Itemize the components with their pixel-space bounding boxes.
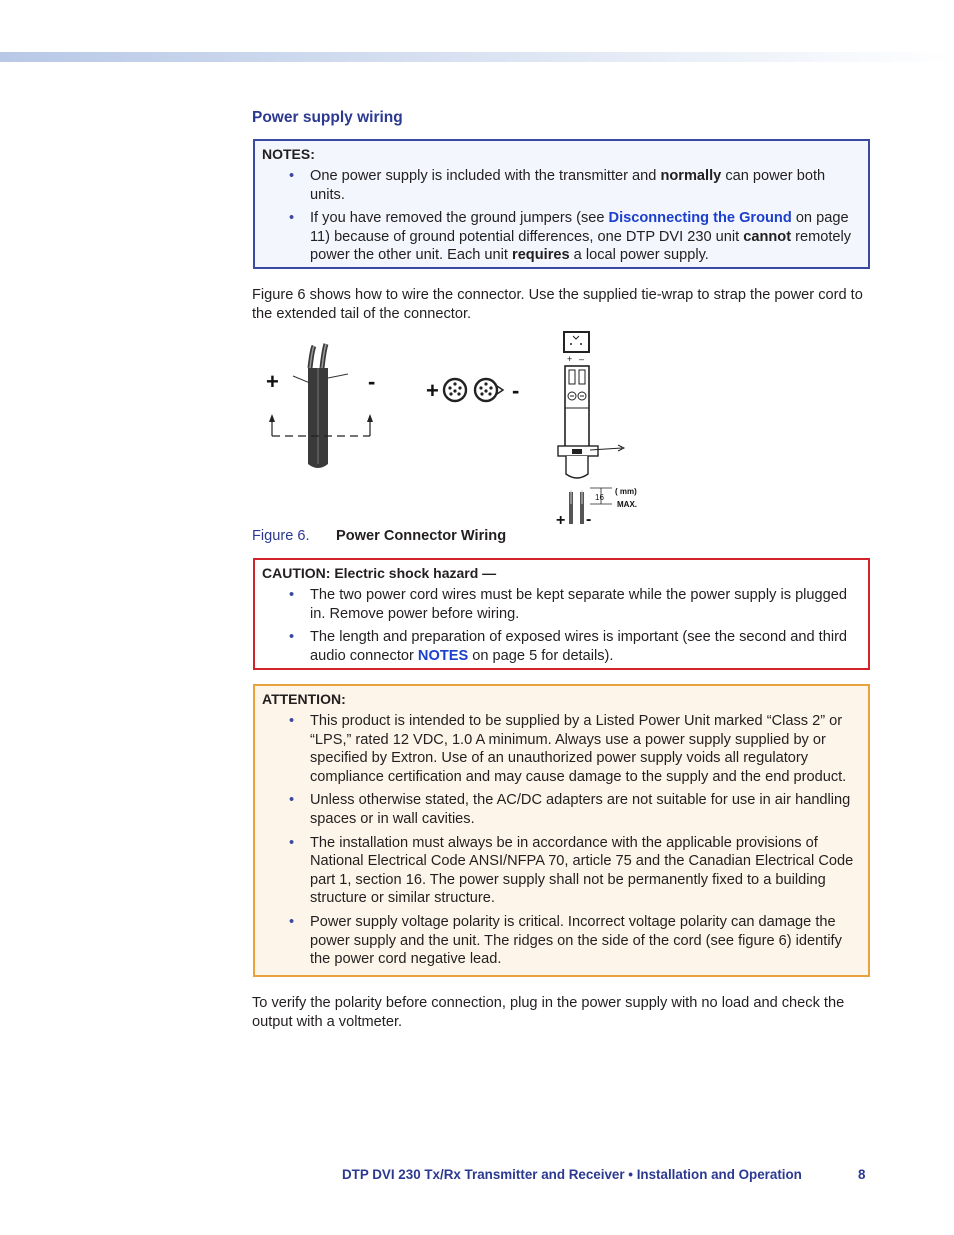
attention-heading: ATTENTION: <box>262 691 346 707</box>
attention-item <box>262 913 860 969</box>
connector-plus-label: + <box>567 354 573 364</box>
section-title: Power supply wiring <box>252 109 403 126</box>
mm-label: ( mm) <box>615 487 637 496</box>
page-number: 8 <box>858 1167 866 1182</box>
text: Power supply voltage polarity is critical. Incorrect voltage polarity can damage the power supply and the unit. The ridges on the side of the cord (see figure 6) identify the power cord negative lead. <box>310 913 842 968</box>
header-gradient-bar <box>0 52 954 62</box>
text: The two power cord wires must be kept separate while the power supply is plugged in. Remove power before wiring. <box>310 587 848 622</box>
bold-text: cannot <box>743 228 792 245</box>
bullet: • <box>289 168 295 184</box>
bullet: • <box>289 792 295 809</box>
wire-plus-label: + <box>556 512 566 528</box>
disconnecting-ground-link[interactable]: Disconnecting the Ground <box>608 210 792 227</box>
bullet: • <box>289 587 295 603</box>
caution-item <box>262 628 860 665</box>
notes-link[interactable]: NOTES <box>417 647 469 664</box>
bold-text: requires <box>512 247 570 264</box>
closing-paragraph: To verify the polarity before connection, plug in the power supply with no load and check the output with a voltmeter. <box>252 995 845 1030</box>
text: on page 11) because of ground potential differences, one DTP DVI 230 unit <box>310 210 849 245</box>
notes-item <box>262 167 860 204</box>
bullet: • <box>289 913 295 930</box>
caution-item <box>262 586 860 623</box>
footer-title: DTP DVI 230 Tx/Rx Transmitter and Receiver • Installation and Operation <box>342 1167 802 1182</box>
notes-box <box>253 139 870 269</box>
text: One power supply is included with the transmitter and <box>310 168 661 184</box>
text: can power both units. <box>310 168 826 203</box>
notes-item <box>262 209 860 265</box>
bullet: • <box>289 834 295 851</box>
figure-caption <box>252 528 507 544</box>
text: This product is intended to be supplied by a Listed Power Unit marked “Class 2” or “LPS,” rated 12 VDC, 1.0 A minimum. Always use a power supply supplied by or specified by Extron. Use of an unauthorized power supply voids all regulatory compliance certification and may cause damage to the supply and the end product. <box>310 713 847 785</box>
text: If you have removed the ground jumpers (see <box>310 210 609 227</box>
power-cord-illustration <box>269 344 376 468</box>
cord-cross-section <box>444 379 503 401</box>
wire-minus-label: - <box>586 511 592 528</box>
text: The installation must always be in accordance with the applicable provisions of National Electrical Code ANSI/NFPA 70, article 75 and the Canadian Electrical Code part 1, section 16. The power supply shall not be permanently fixed to a building structure or similar structure. <box>310 834 854 907</box>
bullet: • <box>289 629 295 646</box>
attention-box <box>253 684 870 977</box>
intro-paragraph: Figure 6 shows how to wire the connector. Use the supplied tie-wrap to strap the power cord to the extended tail of the connector. <box>252 287 863 322</box>
text: a local power supply. <box>569 247 709 264</box>
attention-list <box>262 712 860 969</box>
section-minus-label: - <box>512 378 520 403</box>
notes-list <box>262 167 860 265</box>
cord-minus-label: - <box>368 369 376 394</box>
power-connector-diagram <box>260 328 660 528</box>
text: Unless otherwise stated, the AC/DC adapters are not suitable for use in air handling spaces or in wall cavities. <box>310 792 851 827</box>
text: The length and preparation of exposed wires is important (see the second and third audio connector <box>310 629 848 664</box>
strip-length-label: 16 <box>595 493 604 502</box>
attention-item <box>262 712 860 786</box>
figure-title: Power Connector Wiring <box>336 528 507 544</box>
attention-item <box>262 791 860 828</box>
cord-plus-label: + <box>266 369 279 394</box>
text: remotely power the other unit. Each unit <box>310 228 852 264</box>
bullet: • <box>289 210 295 227</box>
section-plus-label: + <box>426 378 439 403</box>
caution-box <box>253 558 870 670</box>
bold-text: normally <box>660 168 722 184</box>
connector-minus-label: – <box>579 354 585 364</box>
text: on page 5 for details). <box>468 647 614 664</box>
figure-number: Figure 6. <box>252 528 310 544</box>
caution-list <box>262 586 860 665</box>
notes-heading: NOTES: <box>262 146 315 162</box>
bullet: • <box>289 713 295 729</box>
max-label: MAX. <box>617 500 637 509</box>
caution-heading: CAUTION: Electric shock hazard — <box>262 565 497 581</box>
attention-item <box>262 834 860 908</box>
